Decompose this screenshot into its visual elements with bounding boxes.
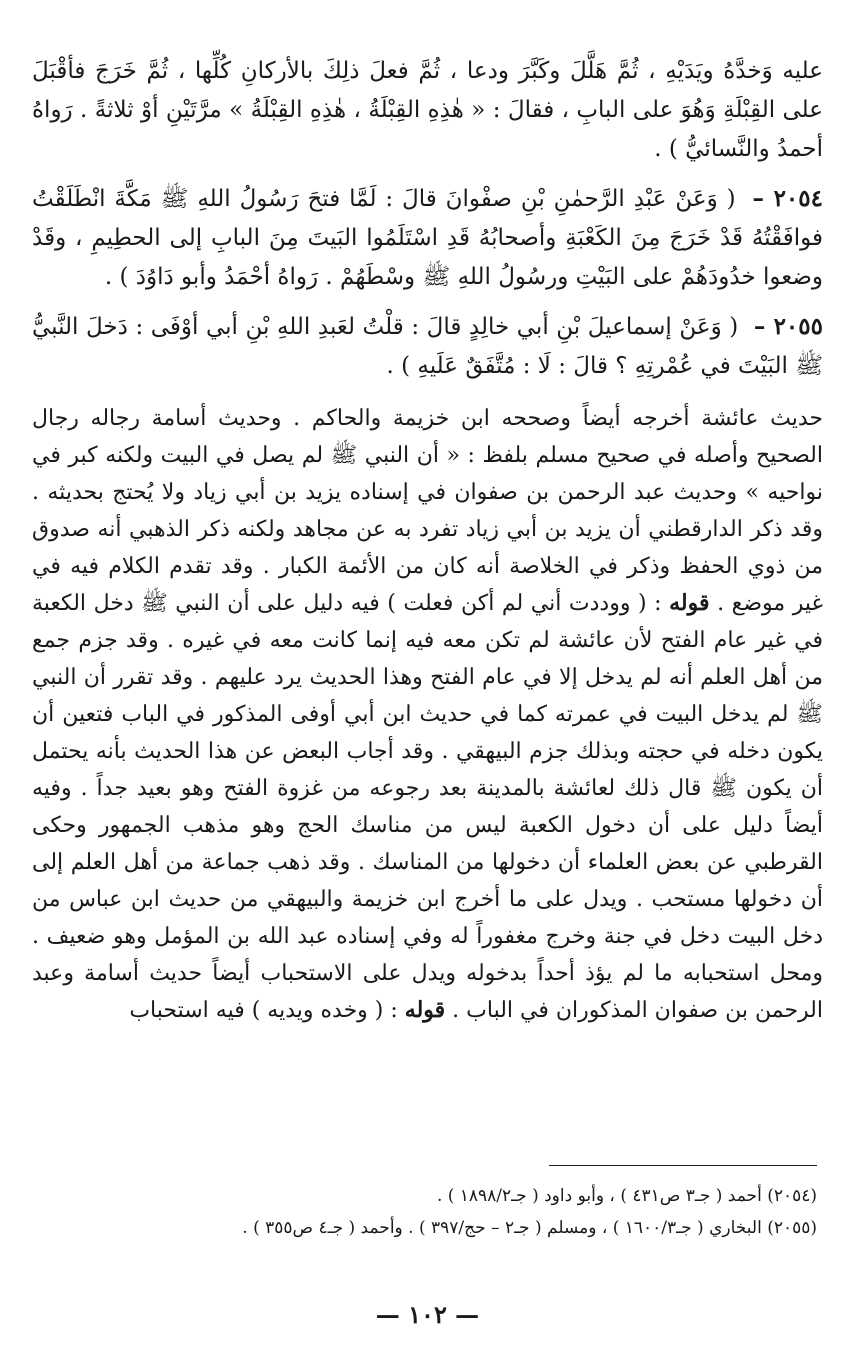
commentary — [32, 400, 823, 1029]
hadith-2054 — [32, 179, 823, 297]
page-number: — ١٠٢ — — [375, 1300, 480, 1329]
hadith-text: ( وَعَنْ عَبْدِ الرَّحمٰنِ بْنِ صفْوانَ قالَ : لَمَّا فتحَ رَسُولُ اللهِ ﷺ مَكَّةَ انْطَلَقْتُ فوافَقْتُهُ قَدْ خَرَجَ مِنَ الكَعْبَةِ وأصحابُهُ قَدِ اسْتَلَمُوا البَيتَ مِنَ البابِ إلى الحطِيمِ ، وقَدْ وضعوا خدُودَهُمْ على البَيْتِ ورسُولُ اللهِ ﷺ وسْطَهُمْ . رَواهُ أحْمَدُ وأبو دَاوُدَ ) . — [32, 186, 823, 290]
commentary-label: قوله — [669, 590, 710, 616]
hadith-number: ٢٠٥٥ – — [753, 313, 823, 340]
footnote-divider — [549, 1165, 817, 1166]
hadith-2055 — [32, 307, 823, 386]
page-body — [32, 52, 823, 1029]
hadith-text: ( وَعَنْ إسماعيلَ بْنِ أبي خالِدٍ قالَ : قلْتُ لعَبدِ اللهِ بْنِ أبي أوْفَى : دَخلَ النَّبيُّ ﷺ البَيْتَ في عُمْرتِهِ ؟ قالَ : لَا : مُتَّفَقٌ عَلَيهِ ) . — [32, 314, 823, 379]
footnote-2054: (٢٠٥٤) أحمد ( جـ٣ ص٤٣١ ) ، وأبو داود ( جـ١٨٩٨/٢ ) . — [436, 1186, 817, 1206]
hadith-continuation — [32, 52, 823, 169]
footnote-2055: (٢٠٥٥) البخاري ( جـ١٦٠٠/٣ ) ، ومسلم ( جـ٢ – حج/٣٩٧ ) . وأحمد ( جـ٤ ص٣٥٥ ) . — [242, 1218, 817, 1238]
commentary-part-2: : ( ووددت أني لم أكن فعلت ) فيه دليل على أن النبي ﷺ دخل الكعبة في غير عام الفتح لأن عائشة لم تكن معه فيه إنما كانت معه في غيره . وقد جزم جمع من أهل العلم أنه لم يدخل إلا في عام الفتح وهذا الحديث يرد عليهم . وقد تقرر أن النبي ﷺ لم يدخل البيت في عمرته كما في حديث ابن أبي أوفى المذكور في الباب فتعين أن يكون دخله في حجته وبذلك جزم البيهقي . وقد أجاب البعض عن هذا الحديث بأنه يحتمل أن يكون ﷺ قال ذلك لعائشة بالمدينة بعد رجوعه من غزوة الفتح وهو بعيد جداً . وفيه أيضاً دليل على أن دخول الكعبة ليس من مناسك الحج وهو مذهب الجمهور وحكى القرطبي عن بعض العلماء أن دخولها من المناسك . وقد ذهب جماعة من أهل العلم إلى أن دخولها مستحب . ويدل على ما أخرج ابن خزيمة والبيهقي من حديث ابن عباس من دخل البيت دخل في جنة وخرج مغفوراً له وفي إسناده عبد الله بن المؤمل وهو ضعيف . ومحل استحبابه ما لم يؤذ أحداً بدخوله ويدل على الاستحباب أيضاً حديث أسامة وعبد الرحمن بن صفوان المذكوران في الباب . — [32, 591, 823, 1023]
footnotes — [40, 1180, 817, 1244]
commentary-label: قوله — [404, 997, 446, 1023]
hadith-continuation-text: عليه وَخدَّهُ ويَدَيْهِ ، ثُمَّ هَلَّلَ وكَبَّرَ ودعا ، ثُمَّ فعلَ ذلِكَ بالأركانِ كُلِّها ، ثُمَّ خَرَجَ فأقْبَلَ على القِبْلَةِ وَهُوَ على البابِ ، فقالَ : « هٰذِهِ القِبْلَةُ ، هٰذِهِ القِبْلَةُ » مرَّتَيْنِ أوْ ثلاثةً . رَواهُ أحمدُ والنَّسائيُّ ) . — [32, 58, 823, 162]
hadith-number: ٢٠٥٤ – — [752, 185, 823, 212]
commentary-part-1: حديث عائشة أخرجه أيضاً وصححه ابن خزيمة والحاكم . وحديث أسامة رجاله رجال الصحيح وأصله في صحيح مسلم بلفظ : « أن النبي ﷺ لم يصل في البيت ولكنه كبر في نواحيه » وحديث عبد الرحمن بن صفوان في إسناده يزيد بن أبي زياد ولا يُحتج بحديثه . وقد ذكر الدارقطني أن يزيد بن أبي زياد تفرد به عن مجاهد ولكنه ذكر الذهبي أنه صدوق من ذوي الحفظ وذكر في الخلاصة أنه كان من الأئمة الكبار . وقد تقدم الكلام فيه في غير موضع . — [32, 406, 824, 616]
commentary-part-3: : ( وخده ويديه ) فيه استحباب — [129, 998, 398, 1023]
